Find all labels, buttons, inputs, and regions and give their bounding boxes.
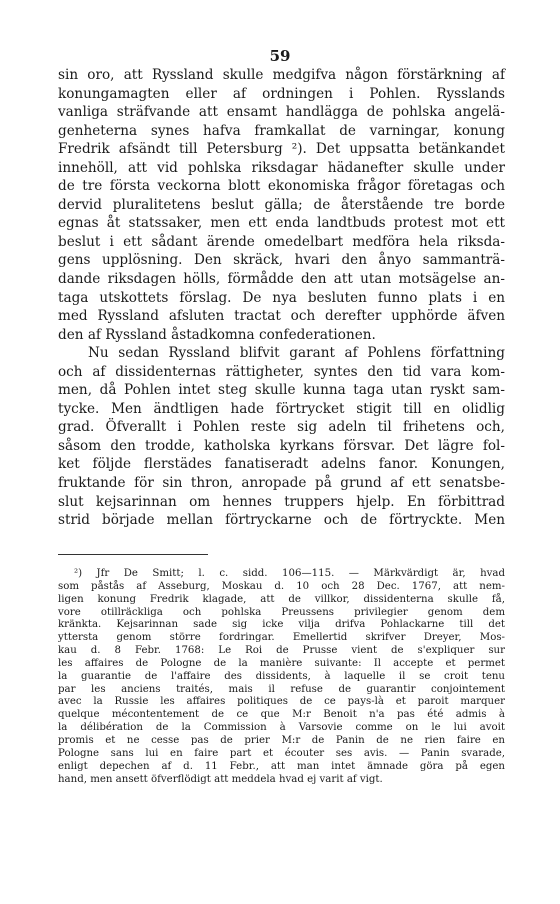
page-number: 59 xyxy=(269,47,291,65)
text-line: innehöll, att vid pohlska riksdagar hädanefter skulle under xyxy=(58,159,505,176)
footnote-line: avec la Russie les affaires politiques de ce pays-là et paroit marquer xyxy=(58,696,505,708)
footnote-line: som påstås af Asseburg, Moskau d. 10 och 28 Dec. 1767, att nem- xyxy=(58,580,505,592)
footnote-line: la délibération de la Commission à Varsovie comme on le lui avoit xyxy=(58,722,505,734)
text-line: strid började mellan förtryckarne och de förtryckte. Men xyxy=(58,512,505,529)
text-line: grad. Öfverallt i Pohlen reste sig adeln til frihetens och, xyxy=(58,419,505,436)
footnote-line: quelque mécontentement de ce que M:r Benoit n'a pas été admis à xyxy=(58,709,505,721)
footnote-line: vore otillräckliga och pohlska Preussens privilegier genom dem xyxy=(58,606,505,618)
text-line: Nu sedan Ryssland blifvit garant af Pohlens författning xyxy=(88,345,505,362)
text-line: tycke. Men ändtligen hade förtrycket stigit till en olidlig xyxy=(58,400,505,417)
footnote xyxy=(58,568,505,786)
footnote-line: yttersta genom större fordringar. Emellertid skrifver Dreyer, Mos- xyxy=(58,632,505,644)
text-line: såsom den trodde, katholska kyrkans försvar. Det lägre fol- xyxy=(58,437,505,454)
text-line: taga utskottets förslag. De nya besluten funno plats i en xyxy=(58,289,505,306)
footnote-line: enligt depechen af d. 11 Febr., att man intet ämnade göra på egen xyxy=(58,760,505,772)
text-line: dervid pluralitetens beslut gälla; de återstående tre borde xyxy=(58,196,505,213)
text-line: och af dissidenternas rättigheter, syntes den tid vara kom- xyxy=(58,363,505,380)
text-line: med Ryssland afsluten tractat och derefter upphörde äfven xyxy=(58,308,505,325)
text-line: men, då Pohlen intet steg skulle kunna taga utan ryskt sam- xyxy=(58,382,505,399)
text-line: genheterna synes hafva framkallat de varningar, konung xyxy=(58,122,505,139)
text-line: egnas åt statssaker, men ett enda landtbuds protest mot ett xyxy=(58,215,505,232)
footnote-line: ²) Jfr De Smitt; l. c. sidd. 106—115. — Märkvärdigt är, hvad xyxy=(74,568,505,579)
footnote-line: kau d. 8 Febr. 1768: Le Roi de Prusse vient de s'expliquer sur xyxy=(58,645,505,657)
footnote-line: la guarantie de l'affaire des dissidents, à laquelle il se croit tenu xyxy=(58,670,505,682)
text-line: den af Ryssland åstadkomna confederationen. xyxy=(58,326,376,343)
text-line: vanliga sträfvande att ensamt handlägga de pohlska angelä- xyxy=(58,104,505,121)
text-line: ket följde flerstädes fanatiseradt adelns fanor. Konungen, xyxy=(58,456,505,473)
text-line: beslut i ett sådant ärende omedelbart medföra hela riksda- xyxy=(58,233,505,250)
text-line: fruktande för sin thron, anropade på grund af ett senatsbe- xyxy=(58,475,505,492)
text-line: Fredrik afsändt till Petersburg ²). Det uppsatta betänkandet xyxy=(58,141,505,158)
footnote-line: par les anciens traités, mais il refuse de guarantir conjointement xyxy=(58,683,505,695)
paragraph-2 xyxy=(58,344,505,529)
text-line: de tre första veckorna blott ekonomiska frågor företagas och xyxy=(58,178,505,195)
text-line: sin oro, att Ryssland skulle medgifva någon förstärkning af xyxy=(58,67,505,83)
text-line: gens upplösning. Den skräck, hvari den ånyo sammanträ- xyxy=(58,252,505,269)
paragraph-1 xyxy=(58,66,505,344)
text-line: slut kejsarinnan om hennes truppers hjelp. En förbittrad xyxy=(58,493,505,510)
footnote-line: Pologne sans lui en faire part et écouter ses avis. — Panin svarade, xyxy=(58,747,505,759)
text-line: dande riksdagen hölls, förmådde den att utan motsägelse an- xyxy=(58,271,505,288)
footnote-line: les affaires de Pologne de la manière suivante: Il accepte et permet xyxy=(58,657,505,669)
footnote-line: hand, men ansett öfverflödigt att meddela hvad ej varit af vigt. xyxy=(58,773,383,785)
footnote-line: kränkta. Kejsarinnan sade sig icke vilja drifva Pohlackarne till det xyxy=(58,619,505,631)
footnote-divider xyxy=(58,554,208,555)
footnote-line: ligen konung Fredrik klagade, att de villkor, dissidenterna skulle få, xyxy=(58,593,505,605)
body-text xyxy=(58,66,505,530)
footnote-line: promis et ne cesse pas de prier M:r de Panin de ne rien faire en xyxy=(58,734,505,746)
text-line: konungamagten eller af ordningen i Pohlen. Rysslands xyxy=(58,85,505,102)
